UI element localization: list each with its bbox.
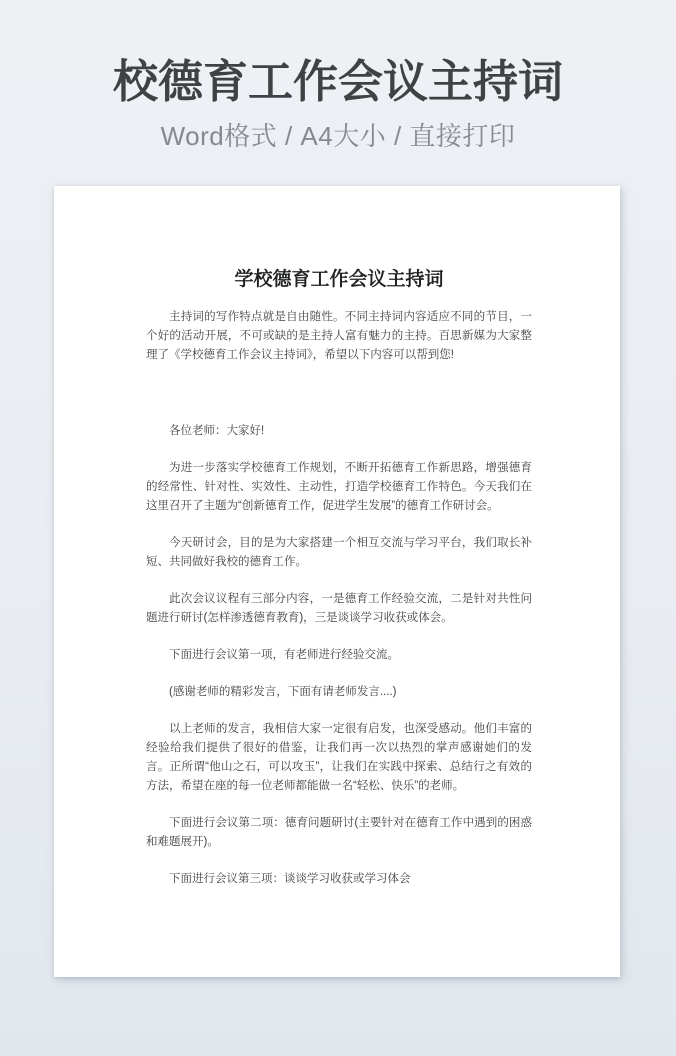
document-paragraph: 今天研讨会，目的是为大家搭建一个相互交流与学习平台，我们取长补短、共同做好我校的德育工作。	[146, 537, 532, 568]
document-title: 学校德育工作会议主持词	[234, 269, 444, 290]
document-paragraph: 以上老师的发言，我相信大家一定很有启发，也深受感动。他们丰富的经验给我们提供了很好的借鉴，让我们再一次以热烈的掌声感谢她们的发言。正所谓“他山之石，可以攻玉”，让我们在实践中探索、总结行之有效的方法，希望在座的每一位老师都能做一名“轻松、快乐”的老师。	[146, 723, 532, 792]
document-paragraph: 下面进行会议第三项：谈谈学习收获或学习体会	[169, 873, 411, 885]
document-page	[54, 186, 620, 977]
document-paragraph: 下面进行会议第一项，有老师进行经验交流。	[169, 649, 399, 661]
document-paragraph: 为进一步落实学校德育工作规划，不断开拓德育工作新思路，增强德育的经常性、针对性、实效性、主动性，打造学校德育工作特色。今天我们在这里召开了主题为“创新德育工作，促进学生发展”的德育工作研讨会。	[146, 462, 532, 512]
document-paragraph: 主持词的写作特点就是自由随性。不同主持词内容适应不同的节目，一个好的活动开展，不可或缺的是主持人富有魅力的主持。百思新媒为大家整理了《学校德育工作会议主持词》，希望以下内容可以帮到您!	[146, 311, 532, 361]
document-paragraph: 此次会议议程有三部分内容，一是德育工作经验交流，二是针对共性问题进行研讨(怎样渗透德育教育)，三是谈谈学习收获或体会。	[146, 593, 532, 624]
page-subtitle: Word格式 / A4大小 / 直接打印	[160, 121, 516, 152]
page-title: 校德育工作会议主持词	[112, 56, 563, 107]
document-paragraph: 下面进行会议第二项：德育问题研讨(主要针对在德育工作中遇到的困惑和难题展开)。	[146, 817, 532, 848]
document-body	[146, 308, 532, 889]
header	[0, 0, 676, 153]
document-paragraph: 各位老师：大家好!	[169, 425, 265, 437]
document-paragraph: (感谢老师的精彩发言，下面有请老师发言....)	[169, 686, 397, 698]
